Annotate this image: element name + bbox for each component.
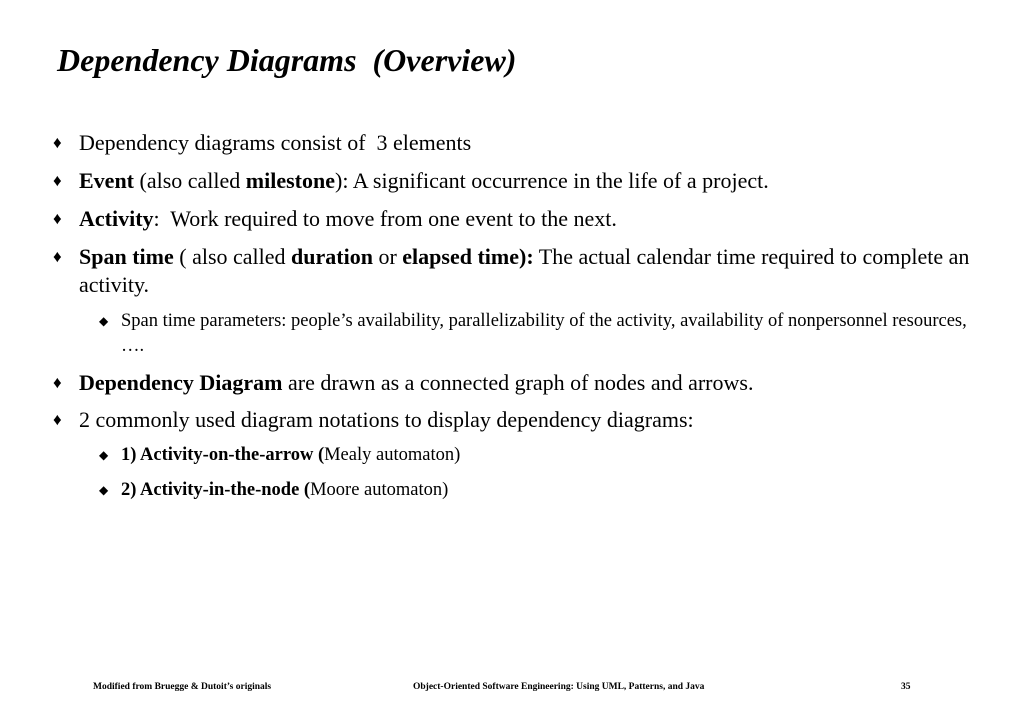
diamond-bullet-icon: ♦ bbox=[53, 209, 62, 228]
text-fragment: The actual calendar time required to complete an activity. bbox=[79, 244, 975, 297]
term-activity: Activity bbox=[79, 206, 154, 231]
sub-bullet-text: Span time parameters: people’s availability, parallelizability of the activity, availability of nonpersonnel resources, …. bbox=[121, 311, 972, 356]
term-activity-in-node: 2) Activity-in-the-node ( bbox=[121, 480, 311, 500]
page-number: 35 bbox=[901, 682, 911, 692]
sub-bullet-text bbox=[121, 478, 991, 503]
bullet-text: Dependency diagrams consist of 3 elements bbox=[79, 130, 472, 155]
diamond-bullet-icon: ♦ bbox=[53, 373, 62, 392]
term-dependency-diagram: Dependency Diagram bbox=[79, 370, 283, 395]
text-fragment: Mealy automaton) bbox=[324, 445, 461, 465]
text-fragment: (also called bbox=[134, 168, 246, 193]
diamond-sub-bullet-icon: ◆ bbox=[99, 448, 109, 462]
term-milestone: milestone bbox=[245, 168, 335, 193]
slide-title: Dependency Diagrams (Overview) bbox=[57, 42, 517, 78]
bullet-text bbox=[79, 369, 994, 397]
footer-credit: Modified from Bruegge & Dutoit’s originals bbox=[93, 682, 272, 692]
term-duration: duration bbox=[291, 244, 373, 269]
term-activity-on-arrow: 1) Activity-on-the-arrow ( bbox=[121, 445, 325, 465]
diamond-sub-bullet-icon: ◆ bbox=[99, 314, 109, 328]
diamond-bullet-icon: ♦ bbox=[53, 410, 62, 429]
sub-bullet-text bbox=[121, 443, 991, 468]
bullet-text bbox=[79, 243, 994, 299]
footer-course-title: Object-Oriented Software Engineering: Using UML, Patterns, and Java bbox=[413, 682, 705, 692]
diamond-sub-bullet-icon: ◆ bbox=[99, 483, 109, 497]
term-elapsed-time: elapsed time): bbox=[402, 244, 534, 269]
diamond-bullet-icon: ♦ bbox=[53, 247, 62, 266]
bullet-text bbox=[79, 205, 994, 233]
bullet-text: 2 commonly used diagram notations to display dependency diagrams: bbox=[79, 407, 694, 432]
text-fragment: or bbox=[372, 244, 403, 269]
text-fragment: ( also called bbox=[173, 244, 292, 269]
text-fragment: ): A significant occurrence in the life of a project. bbox=[335, 168, 769, 193]
bullet-text bbox=[79, 167, 994, 195]
text-fragment: are drawn as a connected graph of nodes and arrows. bbox=[282, 370, 754, 395]
text-fragment: Moore automaton) bbox=[310, 480, 449, 500]
term-event: Event bbox=[79, 168, 134, 193]
text-fragment: : Work required to move from one event to the next. bbox=[153, 206, 617, 231]
diamond-bullet-icon: ♦ bbox=[53, 133, 62, 152]
term-span-time: Span time bbox=[79, 244, 174, 269]
diamond-bullet-icon: ♦ bbox=[53, 171, 62, 190]
